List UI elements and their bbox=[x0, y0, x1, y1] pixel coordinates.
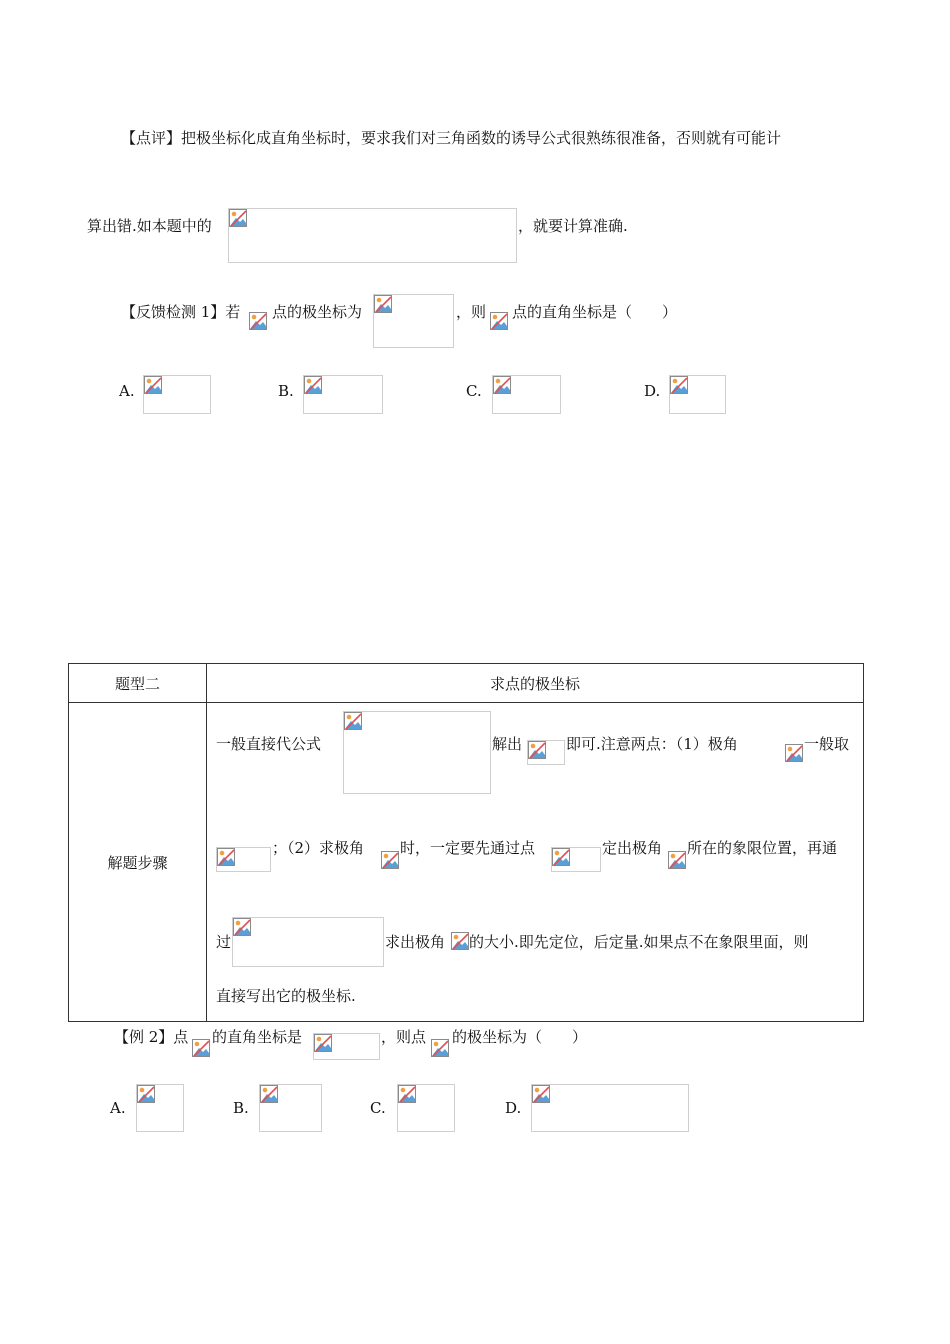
broken-image-icon bbox=[398, 1085, 416, 1103]
step-l1c: 即可.注意两点：（1）极角 bbox=[566, 735, 738, 753]
broken-image-icon bbox=[304, 376, 322, 394]
example-prefix: 【例 2】点 bbox=[114, 1028, 189, 1046]
broken-image-icon bbox=[552, 848, 570, 866]
example-option-d-label: D. bbox=[505, 1099, 522, 1117]
polar-coord-image bbox=[373, 294, 454, 348]
step-l3c: 的大小.即先定位，后定量.如果点不在象限里面，则 bbox=[469, 933, 809, 951]
broken-image-icon bbox=[260, 1085, 278, 1103]
broken-image-icon bbox=[314, 1034, 332, 1052]
example-option-b-label: B. bbox=[233, 1099, 249, 1117]
broken-image-icon bbox=[381, 851, 399, 869]
broken-image-icon bbox=[217, 848, 235, 866]
step-l2c: 定出极角 bbox=[602, 839, 663, 857]
steps-label-cell bbox=[69, 703, 207, 1022]
example-mid1: 的直角坐标是 bbox=[212, 1028, 303, 1046]
feedback-option-c-label: C. bbox=[466, 382, 482, 400]
broken-image-icon bbox=[374, 295, 392, 313]
feedback-option-d-label: D. bbox=[644, 382, 661, 400]
broken-image-icon bbox=[668, 851, 686, 869]
step-l1b: 解出 bbox=[492, 735, 523, 753]
conversion-formula-image bbox=[343, 711, 491, 794]
broken-image-icon bbox=[344, 712, 362, 730]
step-l1d: 一般取 bbox=[804, 735, 850, 753]
broken-image-icon bbox=[229, 209, 247, 227]
broken-image-icon bbox=[670, 376, 688, 394]
step-l1a: 一般直接代公式 bbox=[216, 735, 322, 753]
feedback-prefix: 【反馈检测 1】若 bbox=[121, 303, 241, 321]
broken-image-icon bbox=[532, 1085, 550, 1103]
feedback-option-d-image[interactable] bbox=[669, 375, 726, 414]
feedback-option-a-image[interactable] bbox=[143, 375, 211, 414]
feedback-mid1: 点的极坐标为 bbox=[272, 303, 363, 321]
type-label-cell bbox=[69, 664, 207, 703]
broken-image-icon bbox=[192, 1039, 210, 1057]
comment-line-2b: ，就要计算准确. bbox=[518, 217, 628, 235]
example-option-d-image[interactable] bbox=[531, 1084, 689, 1132]
broken-image-icon bbox=[431, 1039, 449, 1057]
type-label: 题型二 bbox=[114, 674, 160, 693]
example-option-a-image[interactable] bbox=[136, 1084, 184, 1132]
broken-image-icon bbox=[493, 376, 511, 394]
broken-image-icon bbox=[451, 932, 469, 950]
step-l2b: 时，一定要先通过点 bbox=[400, 839, 536, 857]
broken-image-icon bbox=[528, 741, 546, 759]
broken-image-icon bbox=[233, 918, 251, 936]
example-option-b-image[interactable] bbox=[259, 1084, 322, 1132]
step-l4: 直接写出它的极坐标. bbox=[216, 987, 356, 1005]
feedback-option-c-image[interactable] bbox=[492, 375, 561, 414]
example-option-c-image[interactable] bbox=[397, 1084, 455, 1132]
example-option-c-label: C. bbox=[370, 1099, 386, 1117]
point-xy-image bbox=[551, 847, 601, 872]
comment-line-1: 【点评】把极坐标化成直角坐标时，要求我们对三角函数的诱导公式很熟练很准备，否则就有可能计 bbox=[121, 129, 782, 147]
angle-range-image bbox=[216, 847, 271, 872]
formula-image bbox=[228, 208, 517, 263]
step-l2d: 所在的象限位置，再通 bbox=[687, 839, 838, 857]
example-mid2: ，则点 bbox=[381, 1028, 427, 1046]
example-suffix: 的极坐标为（ ） bbox=[452, 1028, 588, 1046]
broken-image-icon bbox=[249, 312, 267, 330]
step-l3a: 过 bbox=[216, 933, 232, 951]
feedback-option-b-image[interactable] bbox=[303, 375, 383, 414]
feedback-suffix: 点的直角坐标是（ ） bbox=[512, 303, 678, 321]
broken-image-icon bbox=[785, 744, 803, 762]
rect-coord-image bbox=[313, 1033, 380, 1060]
comment-line-2a: 算出错.如本题中的 bbox=[87, 217, 212, 235]
steps-label: 解题步骤 bbox=[107, 853, 168, 872]
tan-formula-image bbox=[232, 917, 384, 967]
example-option-a-label: A. bbox=[110, 1099, 126, 1117]
type-title: 求点的极坐标 bbox=[489, 674, 580, 693]
broken-image-icon bbox=[144, 376, 162, 394]
broken-image-icon bbox=[137, 1085, 155, 1103]
rho-theta-image bbox=[527, 740, 565, 765]
type-title-cell bbox=[207, 664, 864, 703]
feedback-option-b-label: B. bbox=[278, 382, 294, 400]
step-l2a: ；（2）求极角 bbox=[272, 839, 365, 857]
feedback-option-a-label: A. bbox=[119, 382, 135, 400]
feedback-mid2: ，则 bbox=[456, 303, 487, 321]
broken-image-icon bbox=[490, 312, 508, 330]
step-l3b: 求出极角 bbox=[385, 933, 446, 951]
